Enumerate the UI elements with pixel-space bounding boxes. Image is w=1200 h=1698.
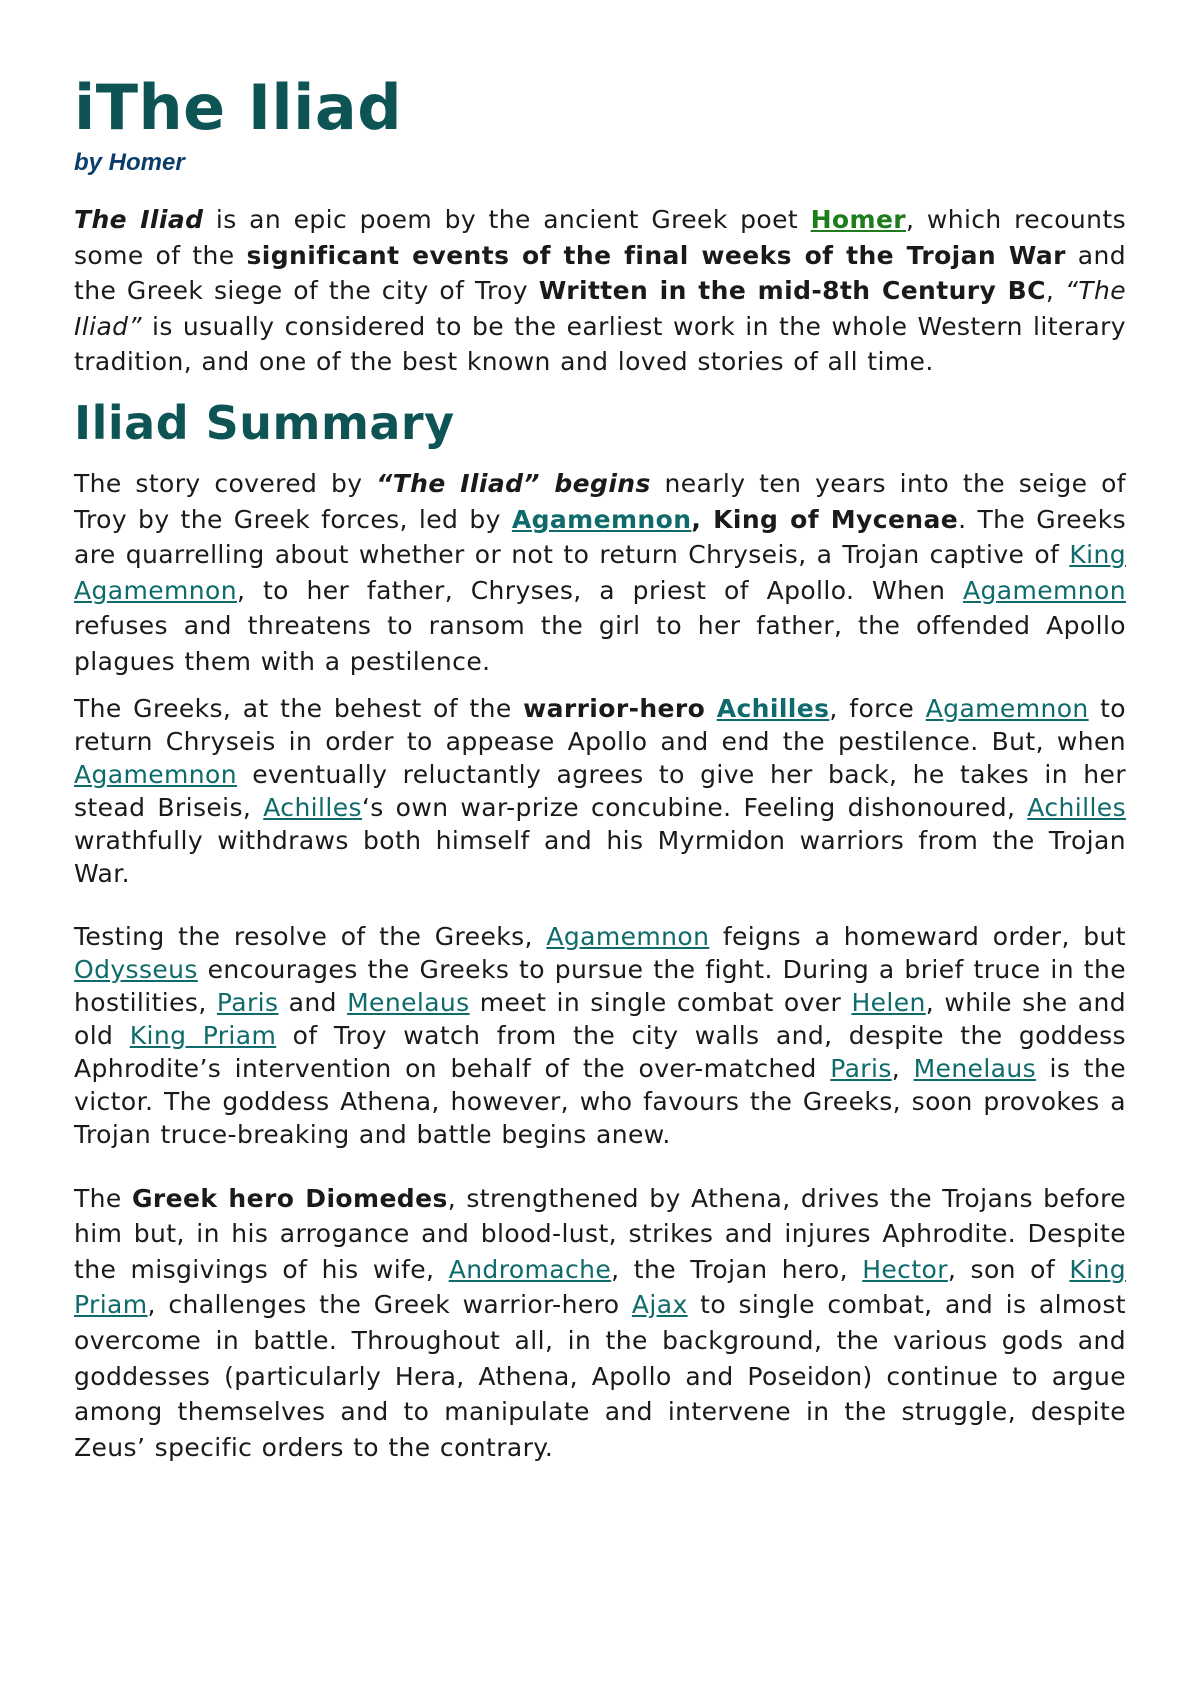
link-agamemnon[interactable]: Agamemnon xyxy=(74,759,237,789)
link-odysseus[interactable]: Odysseus xyxy=(74,954,198,984)
bold-run: significant events of the final weeks of the Trojan War xyxy=(246,240,1066,270)
text-run: , force xyxy=(829,693,926,723)
link-paris[interactable]: Paris xyxy=(830,1053,892,1083)
link-agamemnon[interactable]: Agamemnon xyxy=(546,921,710,951)
text-run: meet in single combat over xyxy=(469,987,852,1017)
text-run: ‘s own war-prize concubine. Feeling dishonoured, xyxy=(361,792,1028,822)
text-run: The xyxy=(74,1183,132,1213)
text-run: is usually considered to be the earliest work in the whole Western literary tradition, and one of the best known and loved stories of all time. xyxy=(74,311,1126,377)
text-run: to return Chryseis in order to appease Apollo and end the pestilence. But, when xyxy=(74,693,1127,756)
intro-title-italic: The Iliad xyxy=(74,205,204,234)
link-ajax[interactable]: Ajax xyxy=(631,1290,688,1320)
summary-paragraph-1 xyxy=(74,466,1126,680)
text-run: Testing the resolve of the Greeks, xyxy=(74,921,547,951)
text-run: , son of xyxy=(947,1254,1070,1284)
link-achilles[interactable]: Achilles xyxy=(263,792,362,822)
text-run: , challenges the Greek warrior-hero xyxy=(147,1290,632,1320)
text-run: and the Greek siege of the city of Troy xyxy=(74,240,1126,306)
summary-paragraph-3 xyxy=(74,920,1126,1151)
link-king-priam[interactable]: King Priam xyxy=(74,1254,1127,1320)
link-menelaus[interactable]: Menelaus xyxy=(913,1053,1037,1083)
text-run xyxy=(705,694,716,723)
summary-heading: Iliad Summary xyxy=(74,395,455,450)
link-king-agamemnon[interactable]: King Agamemnon xyxy=(74,540,1126,605)
text-run: The story covered by xyxy=(74,468,377,498)
text-run: . The Greeks are quarrelling about whether or not to return Chryseis, a Trojan captive of xyxy=(74,504,1126,570)
link-homer[interactable]: Homer xyxy=(810,205,907,234)
link-andromache[interactable]: Andromache xyxy=(448,1254,612,1284)
text-run: of Troy watch from the city walls and, despite the goddess Aphrodite’s intervention on behalf of the over-matched xyxy=(74,1020,1126,1083)
text-run: feigns a homeward order, but xyxy=(709,921,1126,951)
link-hector[interactable]: Hector xyxy=(862,1254,948,1284)
text-run: , to her father, Chryses, a priest of Apollo. When xyxy=(236,575,964,605)
link-agamemnon[interactable]: Agamemnon xyxy=(511,504,692,534)
text-run: nearly ten years into the seige of Troy by the Greek forces, led by xyxy=(74,468,1126,534)
link-agamemnon[interactable]: Agamemnon xyxy=(925,693,1089,723)
text-run: , which recounts some of the xyxy=(74,205,1127,270)
link-achilles[interactable]: Achilles xyxy=(1027,792,1126,822)
summary-paragraph-2 xyxy=(74,692,1126,890)
text-run: encourages the Greeks to pursue the fight. During a brief truce in the hostilities, xyxy=(74,954,1126,1017)
link-paris[interactable]: Paris xyxy=(216,987,279,1017)
bold-italic-run: “The Iliad” begins xyxy=(376,468,651,498)
text-run: The Greeks, at the behest of the xyxy=(74,693,524,723)
bold-run: , King of Mycenae xyxy=(691,504,959,534)
link-agamemnon[interactable]: Agamemnon xyxy=(963,575,1126,605)
text-run: is an epic poem by the ancient Greek poet xyxy=(203,205,811,234)
link-king-priam[interactable]: King Priam xyxy=(129,1020,277,1050)
page-title: iThe Iliad xyxy=(74,71,403,144)
bold-run: Greek hero Diomedes xyxy=(131,1183,448,1213)
author-byline: by Homer xyxy=(74,149,185,176)
italic-run: “The Iliad” xyxy=(74,276,1127,341)
text-run: refuses and threatens to ransom the girl to her father, the offended Apollo plagues them with a pestilence. xyxy=(74,611,1126,676)
text-run: , while she and old xyxy=(74,987,1126,1050)
text-run: , strengthened by Athena, drives the Trojans before him but, in his arrogance and blood-lust, strikes and injures Aphrodite. Despite the misgivings of his wife, xyxy=(74,1183,1127,1284)
bold-run: warrior-hero xyxy=(523,693,706,723)
summary-paragraph-4 xyxy=(74,1181,1126,1466)
link-helen[interactable]: Helen xyxy=(851,987,926,1017)
link-achilles[interactable]: Achilles xyxy=(716,693,830,723)
intro-paragraph xyxy=(74,202,1126,380)
bold-run: Written in the mid-8th Century BC xyxy=(538,276,1046,306)
text-run: is the victor. The goddess Athena, however, who favours the Greeks, soon provokes a Trojan truce-breaking and battle begins anew. xyxy=(74,1053,1126,1149)
text-run: , the Trojan hero, xyxy=(611,1254,863,1284)
text-run: eventually reluctantly agrees to give her back, he takes in her stead Briseis, xyxy=(74,759,1126,822)
text-run: and xyxy=(278,987,348,1017)
text-run: , xyxy=(1045,276,1065,306)
text-run: to single combat, and is almost overcome in battle. Throughout all, in the background, the various gods and goddesses (particularly Hera, Athena, Apollo and Poseidon) continue to argue among themselves and to manipulate and intervene in the struggle, despite Zeus’ specific orders to the contrary. xyxy=(74,1290,1127,1462)
link-menelaus[interactable]: Menelaus xyxy=(347,987,470,1017)
text-run: , xyxy=(891,1053,914,1083)
text-run: wrathfully withdraws both himself and his Myrmidon warriors from the Trojan War. xyxy=(74,825,1126,888)
